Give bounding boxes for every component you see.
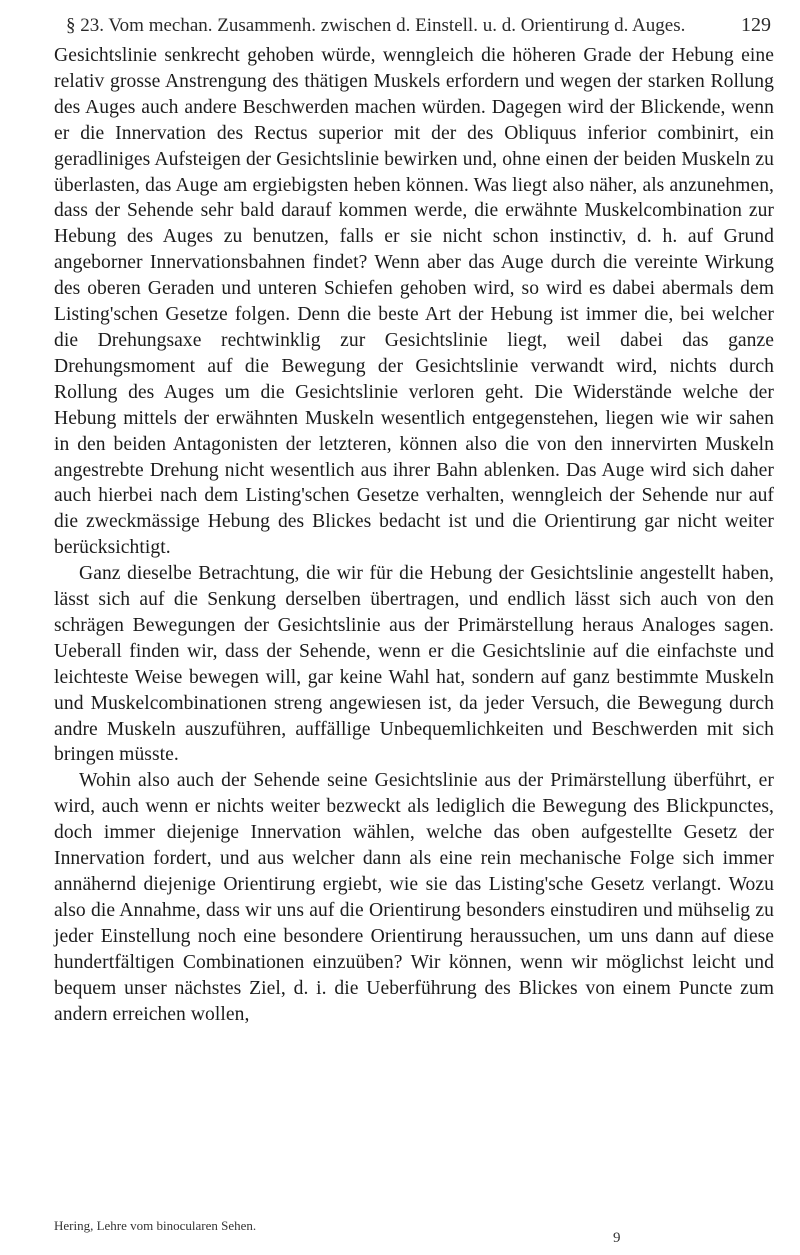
page-number: 129 (741, 14, 771, 36)
paragraph-2: Ganz dieselbe Betrachtung, die wir für die Hebung der Gesichtslinie angestellt haben, lässt sich auf die Senkung derselben übertragen, und endlich lässt sich auch von den schrägen Bewegungen der Gesichtslinie aus der Primärstellung heraus Analoges sagen. Ueberall finden wir, dass der Sehende, wenn er die Gesichtslinie auf die einfachste und leichteste Weise bewegen will, gar keine Wahl hat, sondern auf ganz bestimmte Muskeln und Muskelcombinationen streng angewiesen ist, da jeder Versuch, die Bewegung durch andre Muskeln auszuführen, auffällige Unbequemlichkeiten und Beschwerden mit sich bringen müsste. (54, 563, 774, 766)
signature-mark: 9 (613, 1230, 621, 1246)
paragraph-3: Wohin also auch der Sehende seine Gesichtslinie aus der Primärstellung überführt, er wird, auch wenn er nichts weiter bezweckt als lediglich die Bewegung des Blickpunctes, doch immer diejenige Innervation wählen, welche das oben aufgestellte Gesetz der Innervation fordert, und aus welcher dann als eine rein mechanische Folge sich immer annähernd diejenige Orientirung ergiebt, wie sie das Listing'sche Gesetz verlangt. Wozu also die Annahme, dass wir uns auf die Orientirung besonders einstudiren und mühselig zu jeder Einstellung noch eine besondere Orientirung heraussuchen, um uns dann auf diese hundertfältigen Combinationen einzuüben? Wir können, wenn wir möglichst leicht und bequem unser nächstes Ziel, d. i. die Ueberführung des Blickes von einem Puncte zum andern erreichen wollen, (54, 770, 774, 1025)
footnote-source: Hering, Lehre vom binocularen Sehen. (54, 1218, 257, 1233)
running-head-title: § 23. Vom mechan. Zusammenh. zwischen d. Einstell. u. d. Orientirung d. Auges. (66, 15, 686, 36)
body-text (54, 43, 774, 1027)
paragraph-1: Gesichtslinie senkrecht gehoben würde, wenngleich die höheren Grade der Hebung eine relativ grosse Anstrengung des thätigen Muskels erfordern und wegen der starken Rollung des Auges auch andere Beschwerden machen würden. Dagegen wird der Blickende, wenn er die Innervation des Rectus superior mit der des Obliquus inferior combinirt, ein geradliniges Aufsteigen der Gesichtslinie bewirken und, ohne einen der beiden Muskeln zu überlasten, das Auge am ergiebigsten heben können. Was liegt also näher, als anzunehmen, dass der Sehende sehr bald darauf kommen werde, die erwähnte Muskelcombination zur Hebung des Auges zu benutzen, falls er sie nicht schon instinctiv, d. h. auf Grund angeborner Innervationsbahnen findet? Wenn aber das Auge durch die vereinte Wirkung des oberen Geraden und unteren Schiefen gehoben wird, so wird es dabei abermals dem Listing'schen Gesetze folgen. Denn die beste Art der Hebung ist immer die, bei welcher die Drehungsaxe rechtwinklig zur Gesichtslinie liegt, weil dabei das ganze Drehungsmoment auf die Bewegung der Gesichtslinie verwandt wird, nichts durch Rollung des Auges um die Gesichtslinie verloren geht. Die Widerstände welche der Hebung mittels der erwähnten Muskeln wesentlich entgegenstehen, liegen wie wir sahen in den beiden Antagonisten der letzteren, können also die von den innervirten Muskeln angestrebte Drehung nicht wesentlich aus ihrer Bahn ablenken. Das Auge wird sich daher auch hierbei nach dem Listing'schen Gesetze verhalten, wenngleich der Sehende nur auf die zweckmässige Hebung des Blickes bedacht ist und die Orientirung gar nicht weiter berücksichtigt. (54, 45, 774, 559)
running-head (66, 14, 771, 42)
